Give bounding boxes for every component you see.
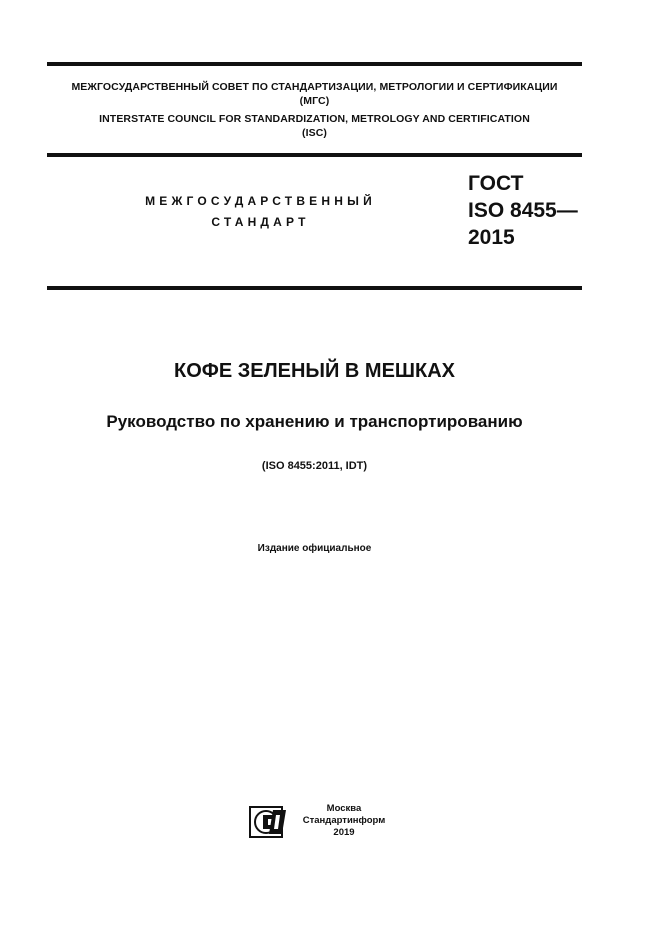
document-subtitle: Руководство по хранению и транспортированию xyxy=(106,412,523,431)
publisher-city: Москва xyxy=(326,803,362,814)
top-divider xyxy=(47,62,582,66)
council-ru-name: МЕЖГОСУДАРСТВЕННЫЙ СОВЕТ ПО СТАНДАРТИЗАЦИИ, МЕТРОЛОГИИ И СЕРТИФИКАЦИИ xyxy=(71,81,558,93)
iso-reference: (ISO 8455:2011, IDT) xyxy=(261,460,368,472)
council-en-name: INTERSTATE COUNCIL FOR STANDARDIZATION, METROLOGY AND CERTIFICATION xyxy=(99,113,530,125)
publisher-logo-icon xyxy=(249,806,287,838)
standard-type-line2: СТАНДАРТ xyxy=(211,215,310,229)
publisher-name: Стандартинформ xyxy=(302,815,386,826)
edition-label: Издание официальное xyxy=(257,543,372,554)
gost-designation-line3: 2015 xyxy=(468,226,515,249)
council-en-abbr: (ISC) xyxy=(302,127,327,139)
gost-designation xyxy=(468,170,578,251)
standard-type xyxy=(118,191,403,233)
publisher-year: 2019 xyxy=(333,827,355,838)
bottom-divider xyxy=(47,286,582,290)
gost-designation-line1: ГОСТ xyxy=(468,172,524,195)
council-ru-block xyxy=(47,80,582,108)
publisher-block xyxy=(298,803,390,839)
document-title: КОФЕ ЗЕЛЕНЫЙ В МЕШКАХ xyxy=(173,360,455,382)
standard-type-line1: МЕЖГОСУДАРСТВЕННЫЙ xyxy=(145,194,376,208)
middle-divider xyxy=(47,153,582,157)
gost-designation-line2: ISO 8455— xyxy=(468,199,578,222)
council-en-block xyxy=(47,112,582,140)
council-ru-abbr: (МГС) xyxy=(299,95,330,107)
